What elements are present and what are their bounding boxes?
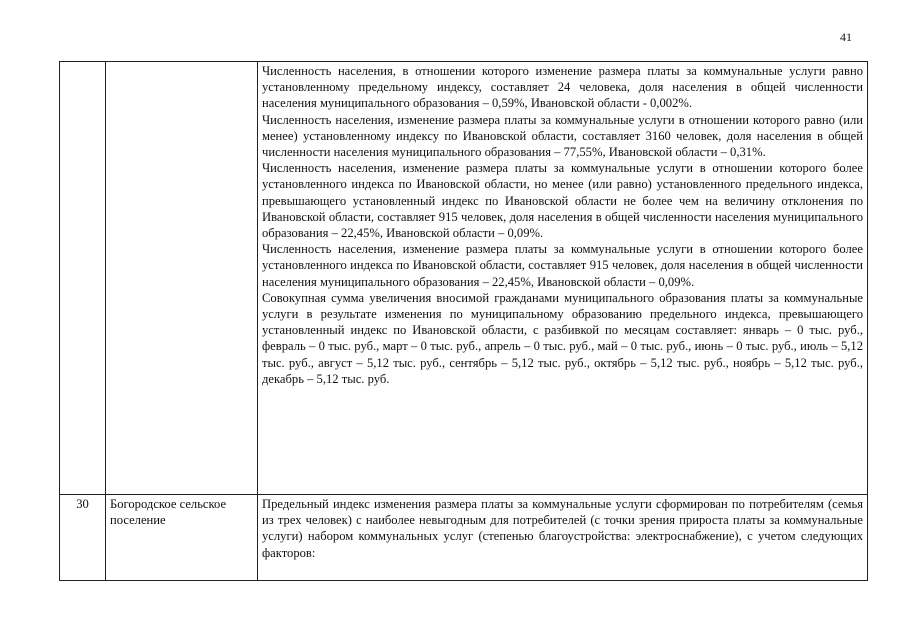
paragraph: Численность населения, изменение размера платы за коммунальные услуги в отношении которого более установленного индекса по Ивановской области, составляет 915 человек, доля населения в общей численности населения муниципального образования – 22,45%, Ивановской области – 0,09%. (262, 242, 863, 289)
description-cell (258, 62, 868, 495)
paragraph: Численность населения, изменение размера платы за коммунальные услуги в отношении которого равно (или менее) установленному индексу по Ивановской области, составляет 3160 человек, доля населения в общей численности населения муниципального образования – 77,55%, Ивановской области – 0,31%. (262, 112, 863, 160)
paragraph: Совокупная сумма увеличения вносимой гражданами муниципального образования платы за коммунальные услуги в результате изменения по муниципальному образованию предельного индекса, превышающего установленный индекс по Ивановской области, с разбивкой по месяцам составляет: январь – 0 тыс. руб., февраль – 0 тыс. руб., март – 0 тыс. руб., апрель – 0 тыс. руб., май – 0 тыс. руб., июнь – 0 тыс. руб., июль – 5,12 тыс. руб., август – 5,12 тыс. руб., сентябрь – 5,12 тыс. руб., октябрь – 5,12 тыс. руб., ноябрь – 5,12 тыс. руб., декабрь – 5,12 тыс. руб. (262, 290, 863, 386)
paragraph: Численность населения, изменение размера платы за коммунальные услуги в отношении которого более установленного индекса по Ивановской области, но менее (или равно) установленного предельного индекса, превышающего установленный индекс по Ивановской области не более чем на величину отклонения по Ивановской области, составляет 915 человек, доля населения в общей численности населения муниципального образования – 22,45%, Ивановской области – 0,09%. (262, 161, 863, 241)
paragraph: Предельный индекс изменения размера платы за коммунальные услуги сформирован по потребителям (семья из трех человек) с наиболее невыгодным для потребителей (с точки зрения прироста платы за коммунальные услуги) набором коммунальных услуг (степенью благоустройства: электроснабжение), с учетом следующих факторов: (262, 497, 863, 560)
table-row (60, 495, 868, 581)
table-row (60, 62, 868, 495)
settlement-name-cell (106, 62, 258, 495)
page-number: 41 (840, 30, 852, 44)
description-cell (258, 495, 868, 581)
row-number-cell (60, 62, 106, 495)
settlement-name-cell: Богородское сельское поселение (106, 495, 258, 581)
paragraph: Численность населения, в отношении которого изменение размера платы за коммунальные услуги равно установленному предельному индексу, составляет 24 человека, доля населения в общей численности населения муниципального образования – 0,59%, Ивановской области - 0,002%. (262, 64, 863, 111)
row-number-cell: 30 (60, 495, 106, 581)
municipal-data-table (59, 61, 868, 581)
